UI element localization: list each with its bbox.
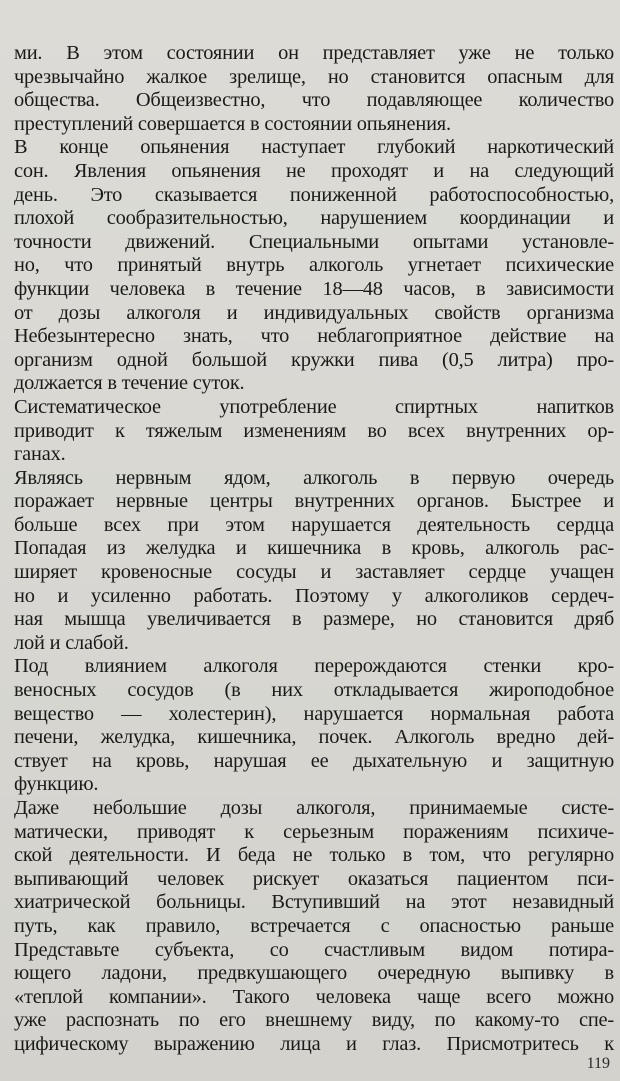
- text-line: печени, желудка, кишечника, почек. Алкоголь вредно дей-: [14, 726, 614, 749]
- text-line: но, что принятый внутрь алкоголь угнетает психические: [14, 254, 614, 277]
- paragraph: [14, 42, 614, 136]
- text-line: день. Это сказывается пониженной работоспособностью,: [14, 183, 614, 206]
- text-line: должается в течение суток.: [14, 372, 245, 395]
- text-line: ная мышца увеличивается в размере, но становится дряб: [14, 608, 614, 631]
- text-line: ющего ладони, предвкушающего очередную выпивку в: [14, 962, 614, 985]
- text-line: общества. Общеизвестно, что подавляющее количество: [14, 89, 614, 112]
- body-text: [14, 42, 614, 1057]
- text-line: ствует на кровь, нарушая ее дыхательную и защитную: [14, 749, 614, 772]
- text-line: точности движений. Специальными опытами установле-: [14, 230, 614, 253]
- text-line: преступлений совершается в состоянии опьянения.: [14, 112, 451, 135]
- paragraph: [14, 655, 614, 797]
- paragraph: [14, 396, 614, 467]
- text-line: поражает нервные центры внутренних органов. Быстрее и: [14, 490, 614, 513]
- text-line: ской деятельности. И беда не только в том, что регулярно: [14, 844, 614, 867]
- text-line: Систематическое употребление спиртных напитков: [14, 395, 614, 418]
- text-line: но и усиленно работать. Поэтому у алкоголиков сердеч-: [14, 584, 614, 607]
- text-line: вещество — холестерин), нарушается нормальная работа: [14, 702, 614, 725]
- paragraph: [14, 467, 614, 656]
- text-line: цифическому выражению лица и глаз. Присмотритесь к: [14, 1032, 614, 1055]
- text-line: Даже небольшие дозы алкоголя, принимаемые систе-: [14, 797, 614, 819]
- text-line: ганах.: [14, 443, 66, 466]
- text-line: ширяет кровеносные сосуды и заставляет сердце учащен: [14, 561, 614, 584]
- text-line: матически, приводят к серьезным поражениям психиче-: [14, 820, 614, 843]
- text-line: Попадая из желудка и кишечника в кровь, алкоголь рас-: [14, 537, 614, 560]
- text-line: лой и слабой.: [14, 631, 129, 654]
- text-line: уже распознать по его внешнему виду, по какому-то спе-: [14, 1009, 614, 1032]
- text-line: путь, как правило, встречается с опасностью раньше: [14, 914, 614, 937]
- text-line: веносных сосудов (в них откладывается жироподобное: [14, 679, 614, 702]
- text-line: чрезвычайно жалкое зрелище, но становится опасным для: [14, 65, 614, 88]
- text-line: «теплой компании». Такого человека чаще всего можно: [14, 985, 614, 1008]
- text-line: Небезынтересно знать, что неблагоприятное действие на: [14, 325, 614, 348]
- text-line: Под влиянием алкоголя перерождаются стенки кро-: [14, 655, 614, 678]
- text-line: от дозы алкоголя и индивидуальных свойств организма: [14, 301, 614, 324]
- text-line: выпивающий человек рискует оказаться пациентом пси-: [14, 867, 614, 890]
- paragraph: [14, 797, 614, 939]
- text-line: хиатрической больницы. Вступивший на этот незавидный: [14, 891, 614, 914]
- text-line: Являясь нервным ядом, алкоголь в первую очередь: [14, 466, 614, 489]
- text-line: организм одной большой кружки пива (0,5 литра) про-: [14, 348, 614, 371]
- paragraph: [14, 136, 614, 396]
- text-line: сон. Явления опьянения не проходят и на следующий: [14, 159, 614, 182]
- page-number: 119: [586, 1055, 610, 1072]
- paragraph: [14, 939, 614, 1057]
- text-line: функцию.: [14, 773, 99, 796]
- text-line: больше всех при этом нарушается деятельность сердца: [14, 513, 614, 536]
- text-line: функции человека в течение 18—48 часов, в зависимости: [14, 277, 614, 300]
- text-line: плохой сообразительностью, нарушением координации и: [14, 207, 614, 230]
- text-line: приводит к тяжелым изменениям во всех внутренних ор-: [14, 419, 614, 442]
- text-line: ми. В этом состоянии он представляет уже не только: [14, 42, 614, 64]
- text-line: В конце опьянения наступает глубокий наркотический: [14, 136, 614, 159]
- text-line: Представьте субъекта, со счастливым видом потира-: [14, 938, 614, 961]
